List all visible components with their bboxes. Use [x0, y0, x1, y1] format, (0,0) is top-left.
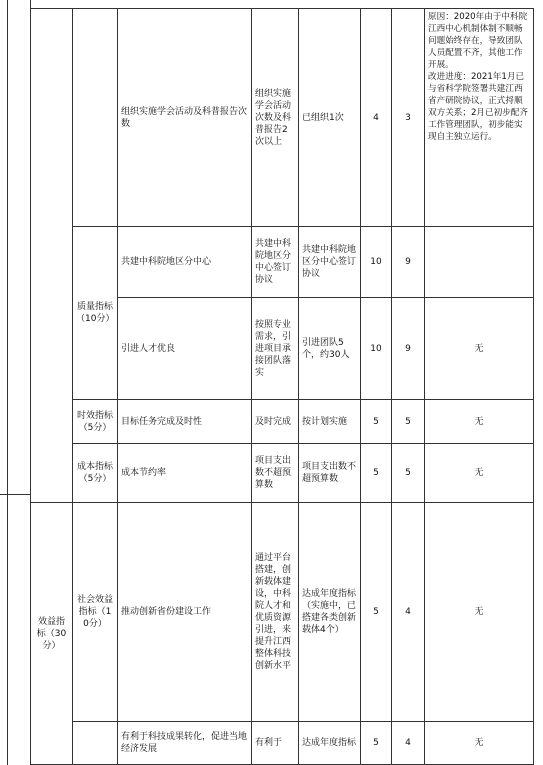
cost-category-cell: 成本指标（5分）: [73, 444, 118, 503]
social-category-cell: 社会效益指标（10分）: [73, 503, 118, 722]
weight-cell: 10: [361, 298, 392, 400]
actual-cell: 项目支出数不超预算数: [299, 444, 361, 503]
actual-cell: 按计划实施: [299, 400, 361, 444]
indicator-cell: 成本节约率: [118, 444, 252, 503]
quality-category-cell: 质量指标（10分）: [73, 227, 118, 400]
actual-cell: 达成年度指标: [299, 722, 361, 765]
indicator-cell: 目标任务完成及时性: [118, 400, 252, 444]
remark-cell: 无: [425, 503, 534, 722]
target-cell: 通过平台搭建，创新载体建设，中科院人才和优质资源引进，来提升江西整体科技创新水平: [252, 503, 299, 722]
indicator-cell: 共建中科院地区分中心: [118, 227, 252, 298]
table-row: [31, 227, 534, 298]
score-cell: 9: [392, 298, 425, 400]
target-cell: 按照专业需求，引进项目承接团队落实: [252, 298, 299, 400]
blank-category-cell: [31, 9, 73, 503]
indicator-cell: 引进人才优良: [118, 298, 252, 400]
score-cell: 5: [392, 444, 425, 503]
outer-border-line: [7, 0, 8, 765]
remark-reason: 原因：2020年由于中科院江西中心机制体制不顺畅问题始终存在，导致团队人员配置不齐，其他工作开展。: [428, 12, 528, 70]
indicator-cell: 有利于科技成果转化，促进当地经济发展: [118, 722, 252, 765]
remark-cell: 无: [425, 298, 534, 400]
timeliness-category-cell: 时效指标（5分）: [73, 400, 118, 444]
remark-cell: [425, 227, 534, 298]
benefit-category-cell: 效益指标（30分）: [31, 503, 73, 765]
actual-cell: 引进团队5个，约30人: [299, 298, 361, 400]
remark-progress: 改进进度：2021年1月已与省科学院签署共建江西省产研院协议，正式捋顺双方关系；2月已初步配齐工作管理团队，初步能实现自主独立运行。: [428, 72, 528, 142]
score-cell: 3: [392, 9, 425, 227]
table-row: [31, 722, 534, 765]
blank-subcategory-cell: [73, 9, 118, 227]
actual-cell: 已组织1次: [299, 9, 361, 227]
left-margin-lines: [0, 0, 30, 765]
weight-cell: 5: [361, 722, 392, 765]
actual-cell: 共建中科院地区分中心签订协议: [299, 227, 361, 298]
table-row: [31, 444, 534, 503]
weight-cell: 5: [361, 444, 392, 503]
weight-cell: 4: [361, 9, 392, 227]
weight-cell: 5: [361, 400, 392, 444]
score-cell: 9: [392, 227, 425, 298]
blank-subcategory-cell: [73, 722, 118, 765]
target-cell: 有利于: [252, 722, 299, 765]
target-cell: 及时完成: [252, 400, 299, 444]
target-cell: 组织实施学会活动次数及科普报告2次以上: [252, 9, 299, 227]
remark-cell: 无: [425, 722, 534, 765]
score-cell: 5: [392, 400, 425, 444]
score-cell: 4: [392, 722, 425, 765]
actual-cell: 达成年度指标（实施中，已搭建各类创新载体4个）: [299, 503, 361, 722]
remark-cell: 无: [425, 400, 534, 444]
performance-indicator-table: [30, 8, 534, 765]
target-cell: 项目支出数不超预算数: [252, 444, 299, 503]
score-cell: 4: [392, 503, 425, 722]
table-row: [31, 503, 534, 722]
indicator-cell: 推动创新省份建设工作: [118, 503, 252, 722]
target-cell: 共建中科院地区分中心签订协议: [252, 227, 299, 298]
weight-cell: 5: [361, 503, 392, 722]
section-divider-line: [0, 494, 30, 495]
weight-cell: 10: [361, 227, 392, 298]
remark-cell: 无: [425, 444, 534, 503]
table-row: [31, 400, 534, 444]
indicator-cell: 组织实施学会活动及科普报告次数: [118, 9, 252, 227]
remark-cell: [425, 9, 534, 227]
table-row: [31, 9, 534, 227]
